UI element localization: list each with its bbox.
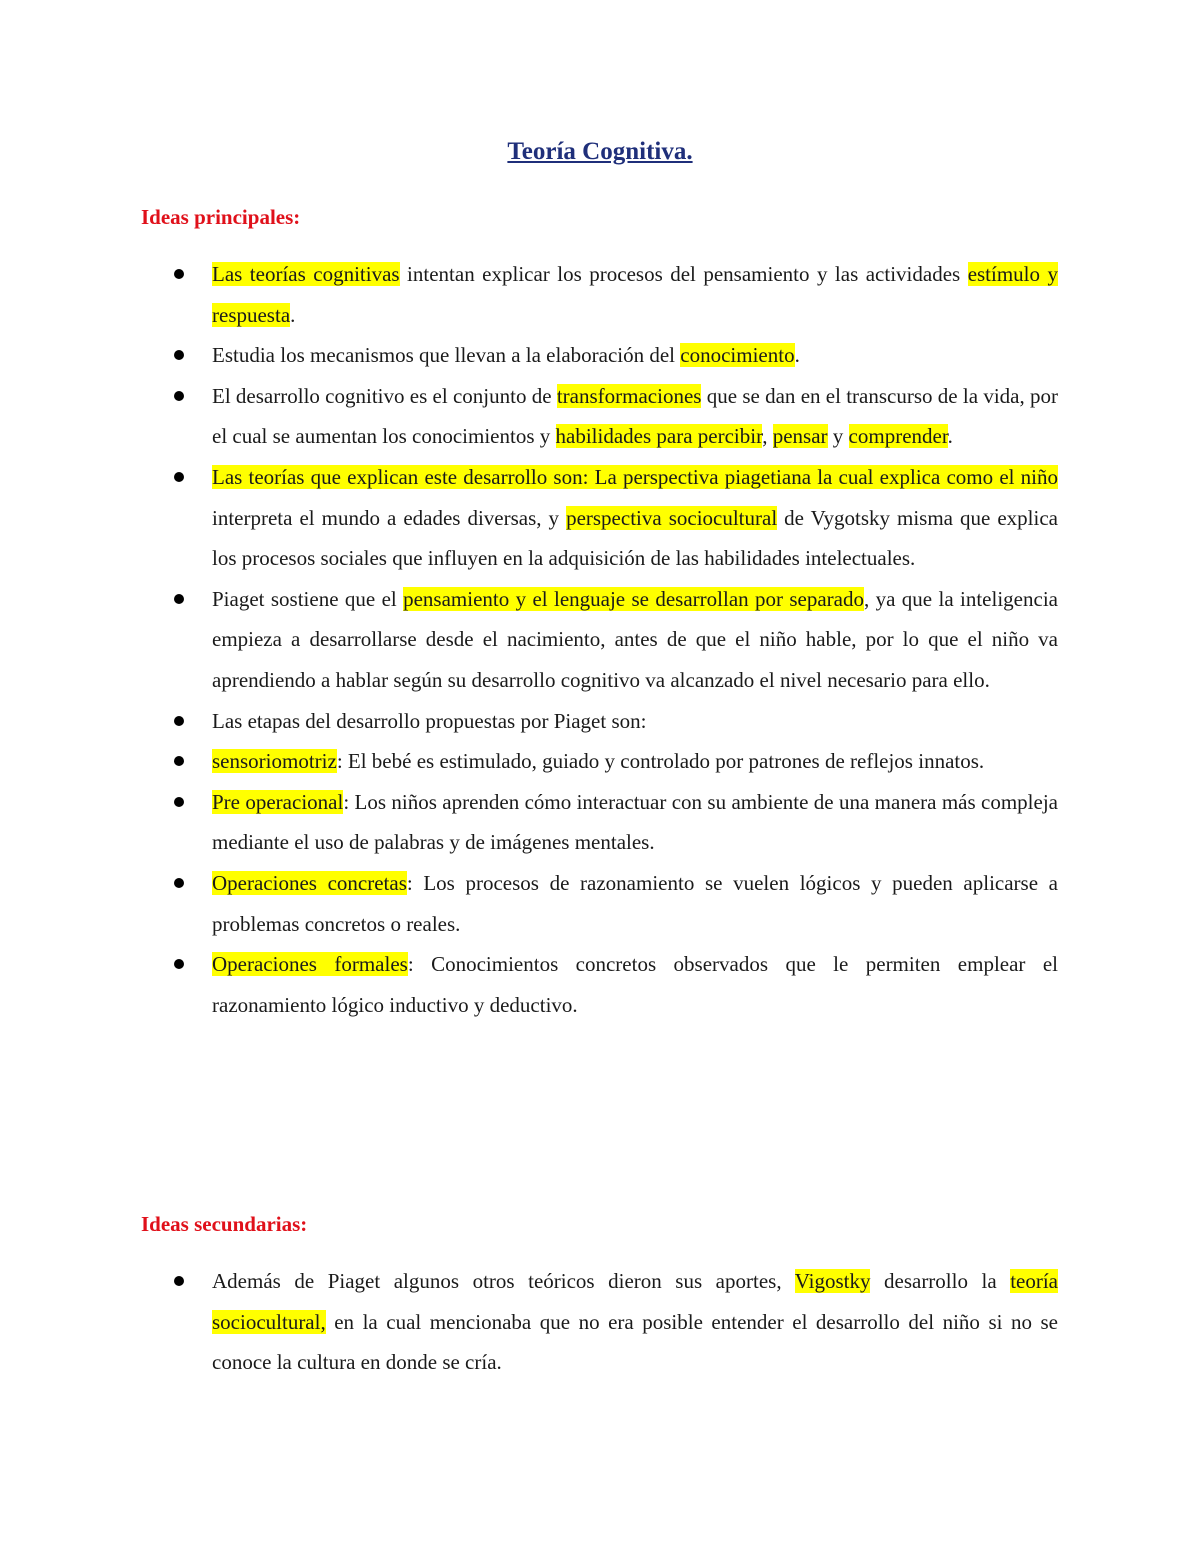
body-text: intentan explicar los procesos del pensamiento y las actividades bbox=[399, 262, 968, 286]
body-text: : Los procesos de razonamiento se vuelen lógicos y pueden aplicarse a problemas concretos o reales. bbox=[212, 870, 1058, 936]
body-text: desarrollo la bbox=[870, 1269, 1011, 1293]
body-text: , ya que la inteligencia empieza a desarrollarse desde el nacimiento, antes de que el niño hable, por lo que el niño va aprendiendo a hablar según su desarrollo cognitivo va alcanzado el nivel necesario para ello. bbox=[212, 586, 1058, 692]
highlighted-text: Las teorías que explican este desarrollo son: La perspectiva piagetiana la cual explica como el niño bbox=[212, 464, 1058, 489]
highlighted-text: Las teorías cognitivas bbox=[212, 262, 400, 286]
body-text: . bbox=[290, 302, 296, 327]
highlighted-text: pensamiento y el lenguaje se desarrollan por separado bbox=[403, 586, 864, 611]
body-text: . bbox=[794, 343, 800, 368]
highlighted-text: Vigostky bbox=[794, 1269, 871, 1293]
secondary-ideas-heading: Ideas secundarias: bbox=[141, 1212, 308, 1236]
highlighted-text: Operaciones formales bbox=[212, 952, 408, 977]
body-text: : El bebé es estimulado, guiado y controlado por patrones de reflejos innatos. bbox=[336, 749, 985, 774]
highlighted-text: transformaciones bbox=[556, 383, 702, 408]
body-text: : Los niños aprenden cómo interactuar con su ambiente de una manera más compleja mediante el uso de palabras y de imágenes mentales. bbox=[212, 789, 1058, 855]
list-item bbox=[212, 579, 1058, 701]
main-ideas-heading: Ideas principales: bbox=[141, 205, 301, 229]
body-text: Además de Piaget algunos otros teóricos dieron sus aportes, bbox=[212, 1269, 795, 1293]
list-item bbox=[212, 944, 1058, 1025]
body-text: Piaget sostiene que el bbox=[212, 586, 404, 611]
page-title: Teoría Cognitiva. bbox=[507, 138, 693, 165]
body-text: de Vygotsky misma que explica los procesos sociales que influyen en la adquisición de las habilidades intelectuales. bbox=[212, 505, 1058, 571]
list-item bbox=[212, 376, 1058, 457]
highlighted-text: perspectiva sociocultural bbox=[566, 505, 778, 530]
body-text: que se dan en el transcurso de la vida, por el cual se aumentan los conocimientos y bbox=[212, 383, 1059, 449]
secondary-ideas-list bbox=[0, 1261, 1200, 1383]
body-text: en la cual mencionaba que no era posible entender el desarrollo del niño si no se conoce la cultura en donde se cría. bbox=[212, 1309, 1058, 1375]
list-item bbox=[212, 335, 1058, 376]
highlighted-text: sensoriomotriz bbox=[212, 749, 337, 774]
highlighted-text: respuesta bbox=[212, 302, 291, 327]
highlighted-text: habilidades para percibir bbox=[555, 424, 763, 449]
body-text: y bbox=[827, 424, 849, 449]
highlighted-text: comprender bbox=[848, 424, 948, 449]
body-text: , bbox=[762, 424, 773, 449]
list-item bbox=[212, 863, 1058, 944]
body-text: : Conocimientos concretos observados que le permiten emplear el razonamiento lógico inductivo y deductivo. bbox=[212, 952, 1058, 1017]
highlighted-text: conocimiento bbox=[680, 343, 795, 368]
list-item bbox=[212, 701, 1058, 742]
body-text: Las etapas del desarrollo propuestas por Piaget son: bbox=[212, 708, 647, 733]
highlighted-text: Operaciones concretas bbox=[212, 870, 407, 895]
list-item bbox=[212, 457, 1058, 579]
list-item bbox=[212, 1261, 1058, 1383]
list-item bbox=[212, 254, 1058, 335]
list-item bbox=[212, 782, 1058, 863]
body-text: interpreta el mundo a edades diversas, y bbox=[212, 505, 567, 530]
highlighted-text: Pre operacional bbox=[212, 789, 344, 814]
highlighted-text: pensar bbox=[772, 424, 828, 449]
list-item bbox=[212, 741, 1058, 782]
body-text: Estudia los mecanismos que llevan a la elaboración del bbox=[212, 343, 681, 368]
main-ideas-list bbox=[0, 254, 1200, 1025]
body-text: El desarrollo cognitivo es el conjunto de bbox=[212, 383, 557, 408]
highlighted-text: teoría sociocultural, bbox=[212, 1269, 1058, 1334]
body-text: . bbox=[947, 424, 953, 449]
highlighted-text: estímulo y bbox=[967, 262, 1058, 286]
